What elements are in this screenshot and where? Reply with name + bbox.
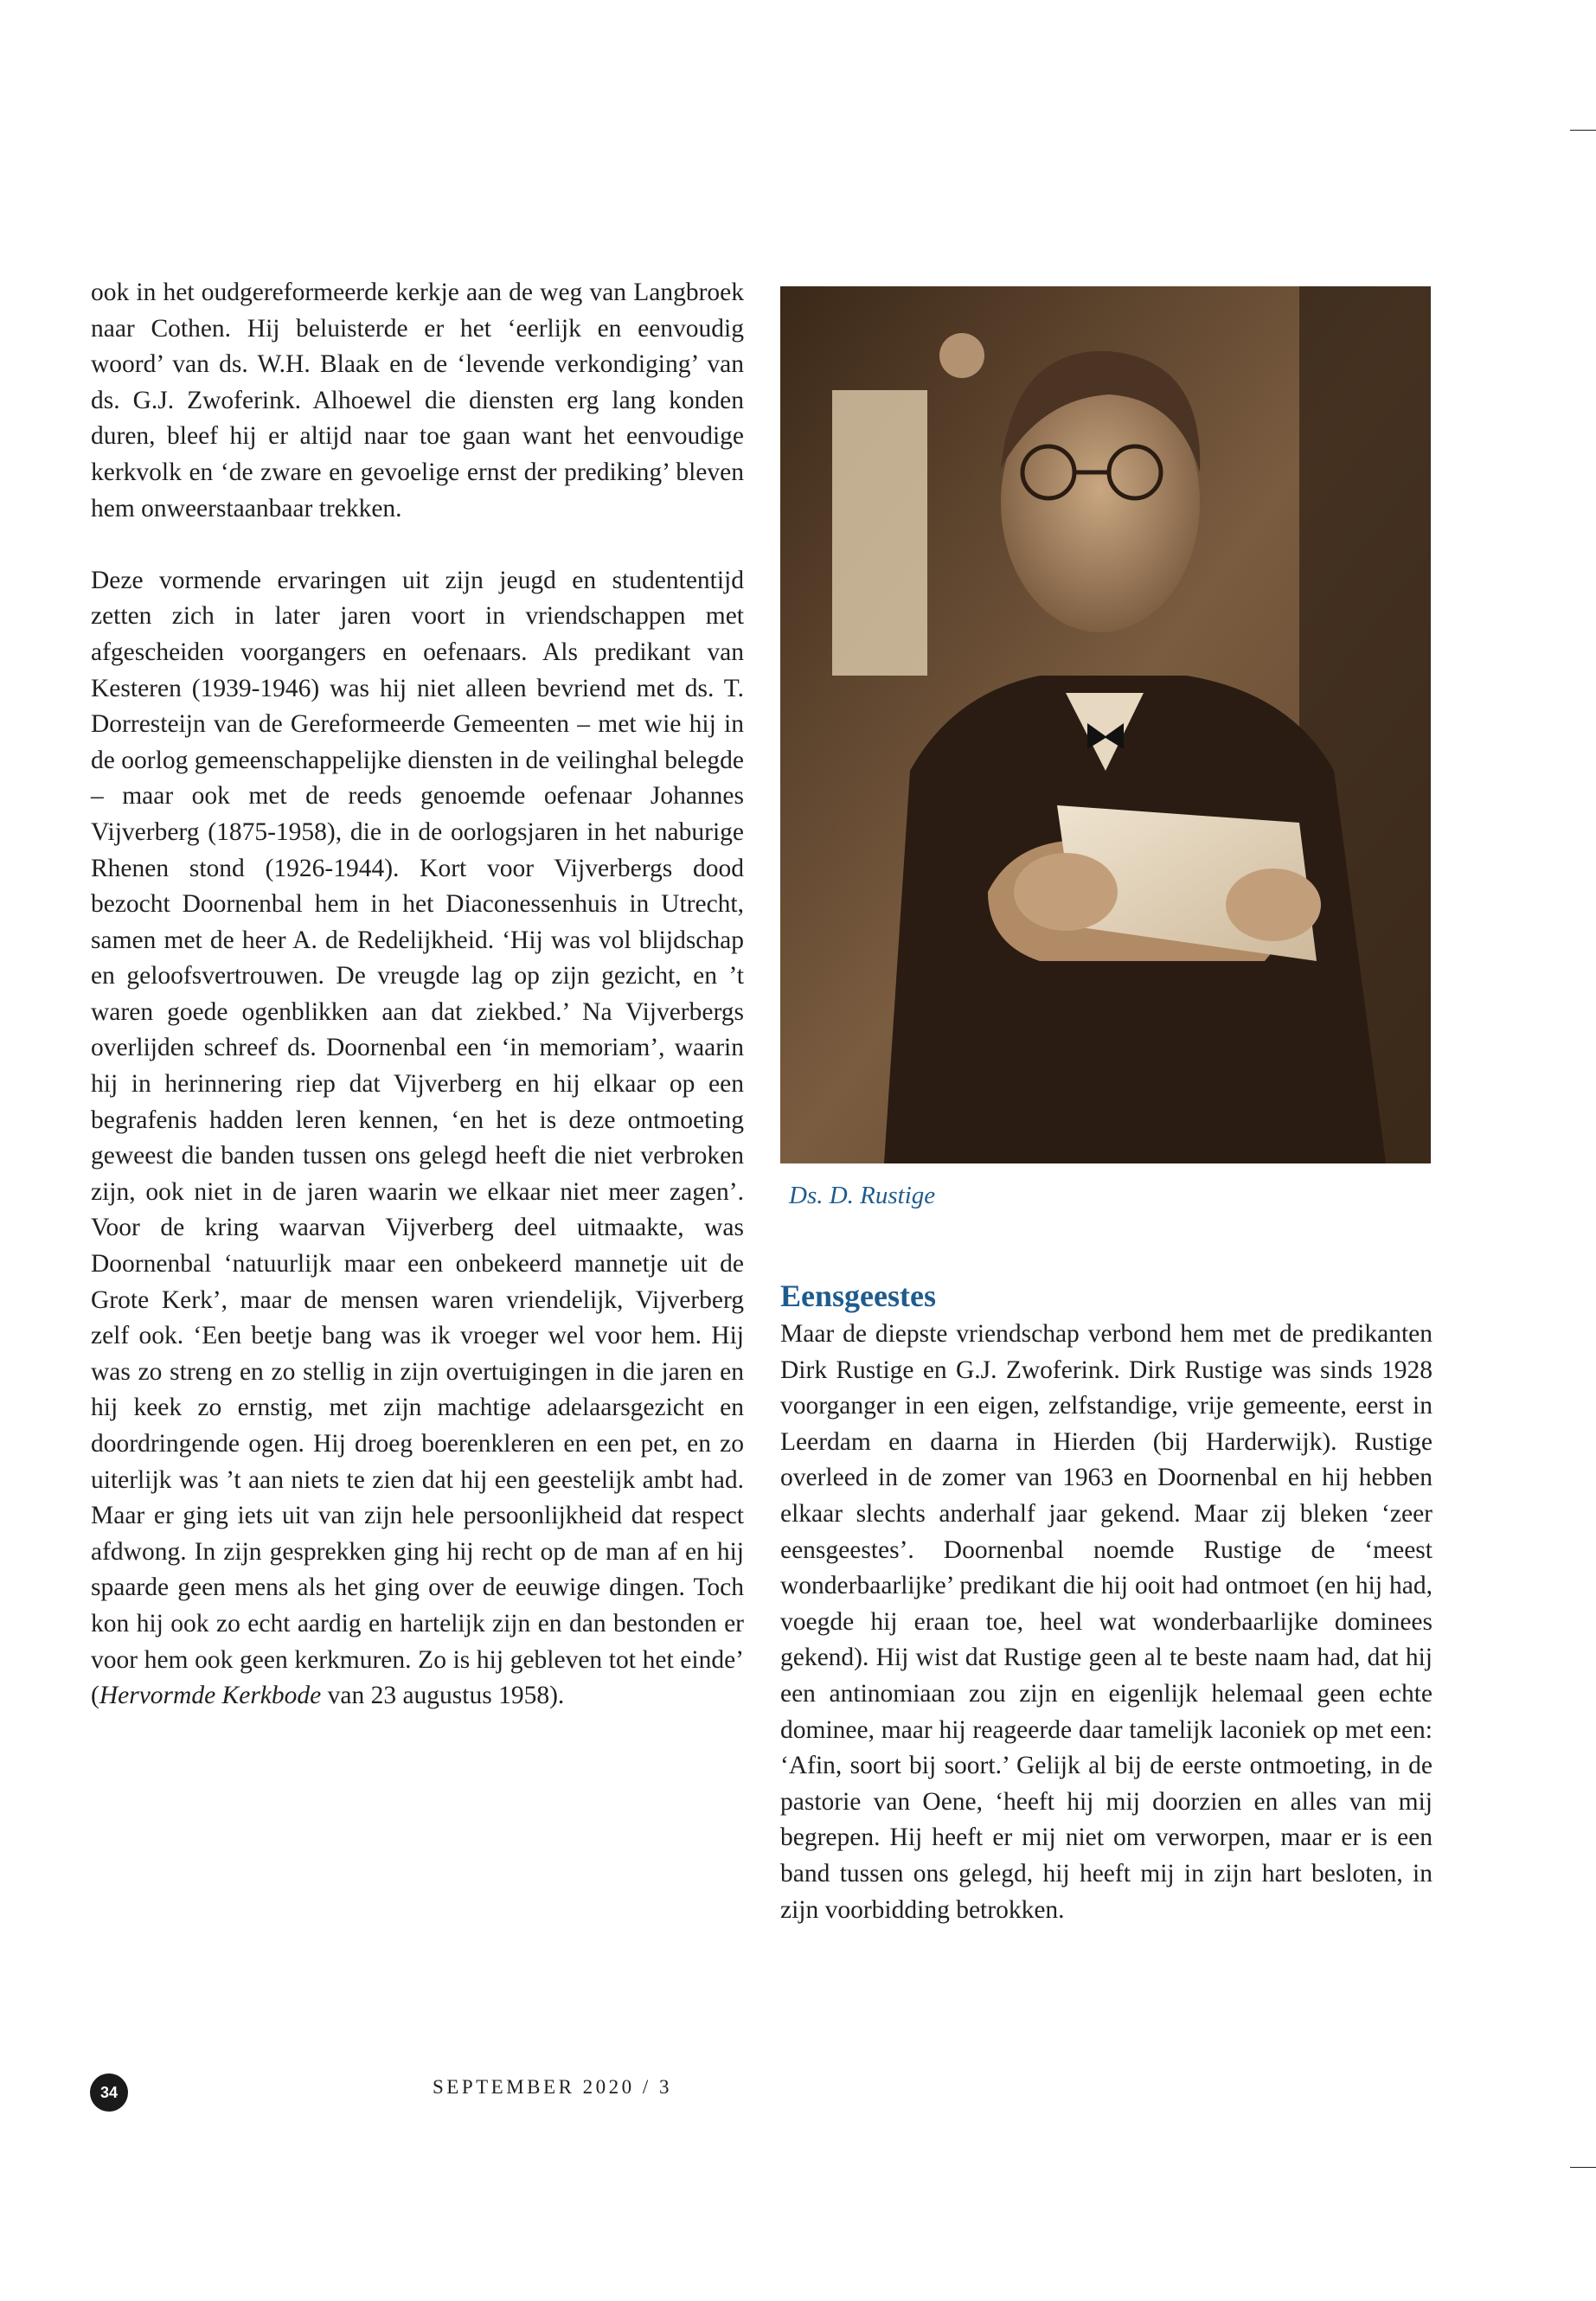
photo-caption: Ds. D. Rustige	[789, 1182, 936, 1209]
crop-mark	[1570, 130, 1596, 131]
section-heading: Eensgeestes	[780, 1279, 936, 1313]
body-paragraph: Maar de diepste vriendschap verbond hem met de predikanten Dirk Rustige en G.J. Zwoferink. Dirk Rustige was sinds 1928 voorganger in een eigen, zelfstandige, vrije gemeente, eerst in Leerdam en daarna in Hierden (bij Harderwijk). Rustige overleed in de zomer van 1963 en Doornenbal en hij hebben elkaar slechts anderhalf jaar gekend. Maar zij bleken ‘zeer eensgeestes’. Doornenbal noemde Rustige de ‘meest wonderbaarlijke’ predikant die hij ooit had ontmoet (en hij had, voegde hij eraan toe, heel wat wonderbaarlijke dominees gekend). Hij wist dat Rustige geen al te beste naam had, dat hij een antinomiaan zou zijn en eigenlijk helemaal geen echte dominee, maar hij reageerde daar tamelijk laconiek op met een: ‘Afin, soort bij soort.’ Gelijk al bij de eerste ontmoeting, in de pastorie van Oene, ‘heeft hij mij doorzien en alles van mij begrepen. Hij heeft er mij niet om verworpen, maar er is een band tussen ons gelegd, hij heeft mij in zijn hart besloten, in zijn voorbidding betrokken.	[780, 1320, 1433, 1924]
right-text-column	[780, 1277, 1433, 1928]
body-text: Deze vormende ervaringen uit zijn jeugd en studententijd zetten zich in later jaren voort in vriendschappen met afgescheiden voorgangers en oefenaars. Als predikant van Kesteren (1939-1946) was hij niet alleen bevriend met ds. T. Dorresteijn van de Gereformeerde Gemeenten – met wie hij in de oorlog gemeenschappelijke diensten in de veilinghal belegde – maar ook met de reeds genoemde oefenaar Johannes Vijverberg (1875-1958), die in de oorlogsjaren in het naburige Rhenen stond (1926-1944). Kort voor Vijverbergs dood bezocht Doornenbal hem in het Diaconessenhuis in Utrecht, samen met de heer A. de Redelijkheid. ‘Hij was vol blijdschap en geloofsvertrouwen. De vreugde lag op zijn gezicht, en ’t waren goede ogenblikken aan dat ziekbed.’ Na Vijverbergs overlijden schreef ds. Doornenbal een ‘in memoriam’, waarin hij in herinnering riep dat Vijverberg en hij elkaar op een begrafenis hadden leren kennen, ‘en het is deze ontmoeting geweest die banden tussen ons gelegd heeft die niet verbroken zijn, ook niet in de jaren waarin we elkaar niet meer zagen’. Voor de kring waarvan Vijverberg deel uitmaakte, was Doornenbal ‘natuurlijk maar een onbekeerd mannetje uit de Grote Kerk’, maar de mensen waren vriendelijk, Vijverberg zelf ook. ‘Een beetje bang was ik vroeger wel voor hem. Hij was zo streng en zo stellig in zijn overtuigingen in die jaren en hij keek zo ernstig, met zijn machtige adelaarsgezicht en doordringende ogen. Hij droeg boerenkleren en een pet, en zo uiterlijk was ’t aan niets te zien dat hij een geestelijk ambt had. Maar er ging iets uit van zijn hele persoonlijkheid dat respect afdwong. In zijn gesprekken ging hij recht op de man af en hij spaarde geen mens als het ging over de eeuwige dingen. Toch kon hij ook zo echt aardig en hartelijk zijn en dan bestonden er voor hem ook geen kerkmuren. Zo is hij gebleven tot het einde’ (	[91, 566, 744, 1710]
body-paragraph	[91, 563, 744, 1715]
portrait-photo-illustration	[780, 286, 1431, 1163]
portrait-photo	[780, 286, 1431, 1163]
publication-title: Hervormde Kerkbode	[99, 1682, 322, 1710]
body-text: van 23 augustus 1958).	[321, 1682, 565, 1710]
crop-mark	[1570, 2167, 1596, 2168]
left-text-column	[91, 275, 744, 1715]
issue-footer: SEPTEMBER 2020 / 3	[433, 2076, 673, 2098]
body-paragraph: ook in het oudgereformeerde kerkje aan de weg van Langbroek naar Cothen. Hij beluisterde er het ‘eerlijk en eenvoudig woord’ van ds. W.H. Blaak en de ‘levende verkondiging’ van ds. G.J. Zwoferink. Alhoewel die diensten erg lang konden duren, bleef hij er altijd naar toe gaan want het eenvoudige kerkvolk en ‘de zware en gevoelige ernst der prediking’ bleven hem onweerstaanbaar trekken.	[91, 279, 744, 522]
page-number-badge: 34	[90, 2073, 128, 2112]
